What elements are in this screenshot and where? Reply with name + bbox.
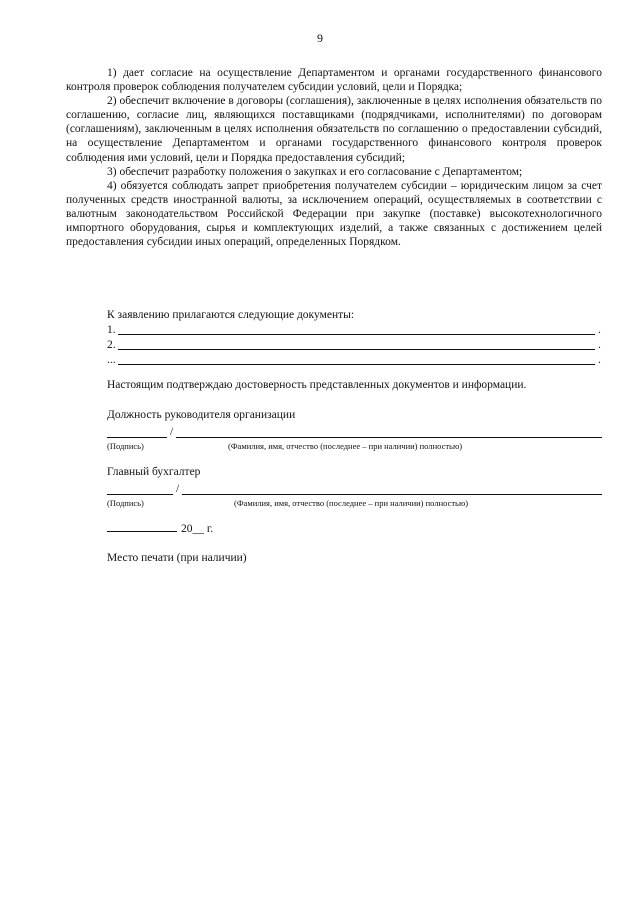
attachments-section <box>107 308 604 368</box>
stamp-place-label: Место печати (при наличии) <box>107 552 247 564</box>
head-slash: / <box>170 426 174 438</box>
head-signature-block <box>107 409 602 453</box>
head-position-label: Должность руководителя организации <box>107 409 296 421</box>
attachment-blank-line[interactable] <box>118 363 595 365</box>
page-number: 9 <box>317 31 323 45</box>
confirmation-statement: Настоящим подтверждаю достоверность представленных документов и информации. <box>107 379 527 391</box>
attachments-heading: К заявлению прилагаются следующие документы: <box>107 309 355 321</box>
obligation-3: 3) обеспечит разработку положения о закупках и его согласование с Департаментом; <box>107 165 523 178</box>
date-line <box>107 523 213 535</box>
attachment-end: . <box>598 354 601 366</box>
head-signature-line[interactable] <box>107 437 167 438</box>
accountant-name-line[interactable] <box>182 494 602 495</box>
obligations-text <box>66 66 602 249</box>
accountant-signature-row <box>107 482 602 495</box>
head-signature-captions <box>107 441 602 453</box>
attachment-number: ... <box>107 354 116 366</box>
head-caption-name: (Фамилия, имя, отчество (последнее – при наличии) полностью) <box>228 441 463 451</box>
accountant-signature-captions <box>107 498 602 510</box>
attachment-row <box>107 338 604 353</box>
obligation-1: 1) дает согласие на осуществление Департаментом и органами государственного финансового контроля проверок соблюдения получателем субсидии условий, цели и Порядка; <box>66 67 602 94</box>
attachment-row <box>107 353 604 368</box>
head-caption-sign: (Подпись) <box>107 441 144 451</box>
obligation-2: 2) обеспечит включение в договоры (соглашения), заключенные в целях исполнения обязательств по соглашению, согласие лиц, являющихся поставщиками (подрядчиками, исполнителями) по договорам (соглашениям), заключенным в целях исполнения обязательств по соглашению о предоставлении субсидий, на осуществление Департаментом и органами государственного финансового контроля проверок соблюдения ими условий, цели и Порядка предоставления субсидий; <box>66 95 602 164</box>
obligation-4: 4) обязуется соблюдать запрет приобретения получателем субсидии – юридическим лицом за счет полученных средств иностранной валюты, за исключением операций, осуществляемых в соответствии с валютным законодательством Российской Федерации при закупке (поставке) высокотехнологичного импортного оборудования, сырья и комплектующих изделий, а также связанных с достижением целей предоставления субсидии иных операций, определенных Порядком. <box>66 179 602 249</box>
accountant-label: Главный бухгалтер <box>107 466 201 478</box>
attachment-end: . <box>598 339 601 351</box>
accountant-signature-block <box>107 466 602 510</box>
attachment-row <box>107 323 604 338</box>
accountant-caption-name: (Фамилия, имя, отчество (последнее – при наличии) полностью) <box>234 498 469 508</box>
accountant-caption-sign: (Подпись) <box>107 498 144 508</box>
attachment-blank-line[interactable] <box>118 333 595 335</box>
attachment-number: 1. <box>107 324 116 336</box>
head-signature-row <box>107 425 602 438</box>
accountant-signature-line[interactable] <box>107 494 173 495</box>
attachment-number: 2. <box>107 339 116 351</box>
head-name-line[interactable] <box>176 437 602 438</box>
date-blank[interactable] <box>107 530 177 532</box>
accountant-slash: / <box>176 483 180 495</box>
attachment-blank-line[interactable] <box>118 348 595 350</box>
attachment-end: . <box>598 324 601 336</box>
date-year: 20__ г. <box>181 523 214 535</box>
